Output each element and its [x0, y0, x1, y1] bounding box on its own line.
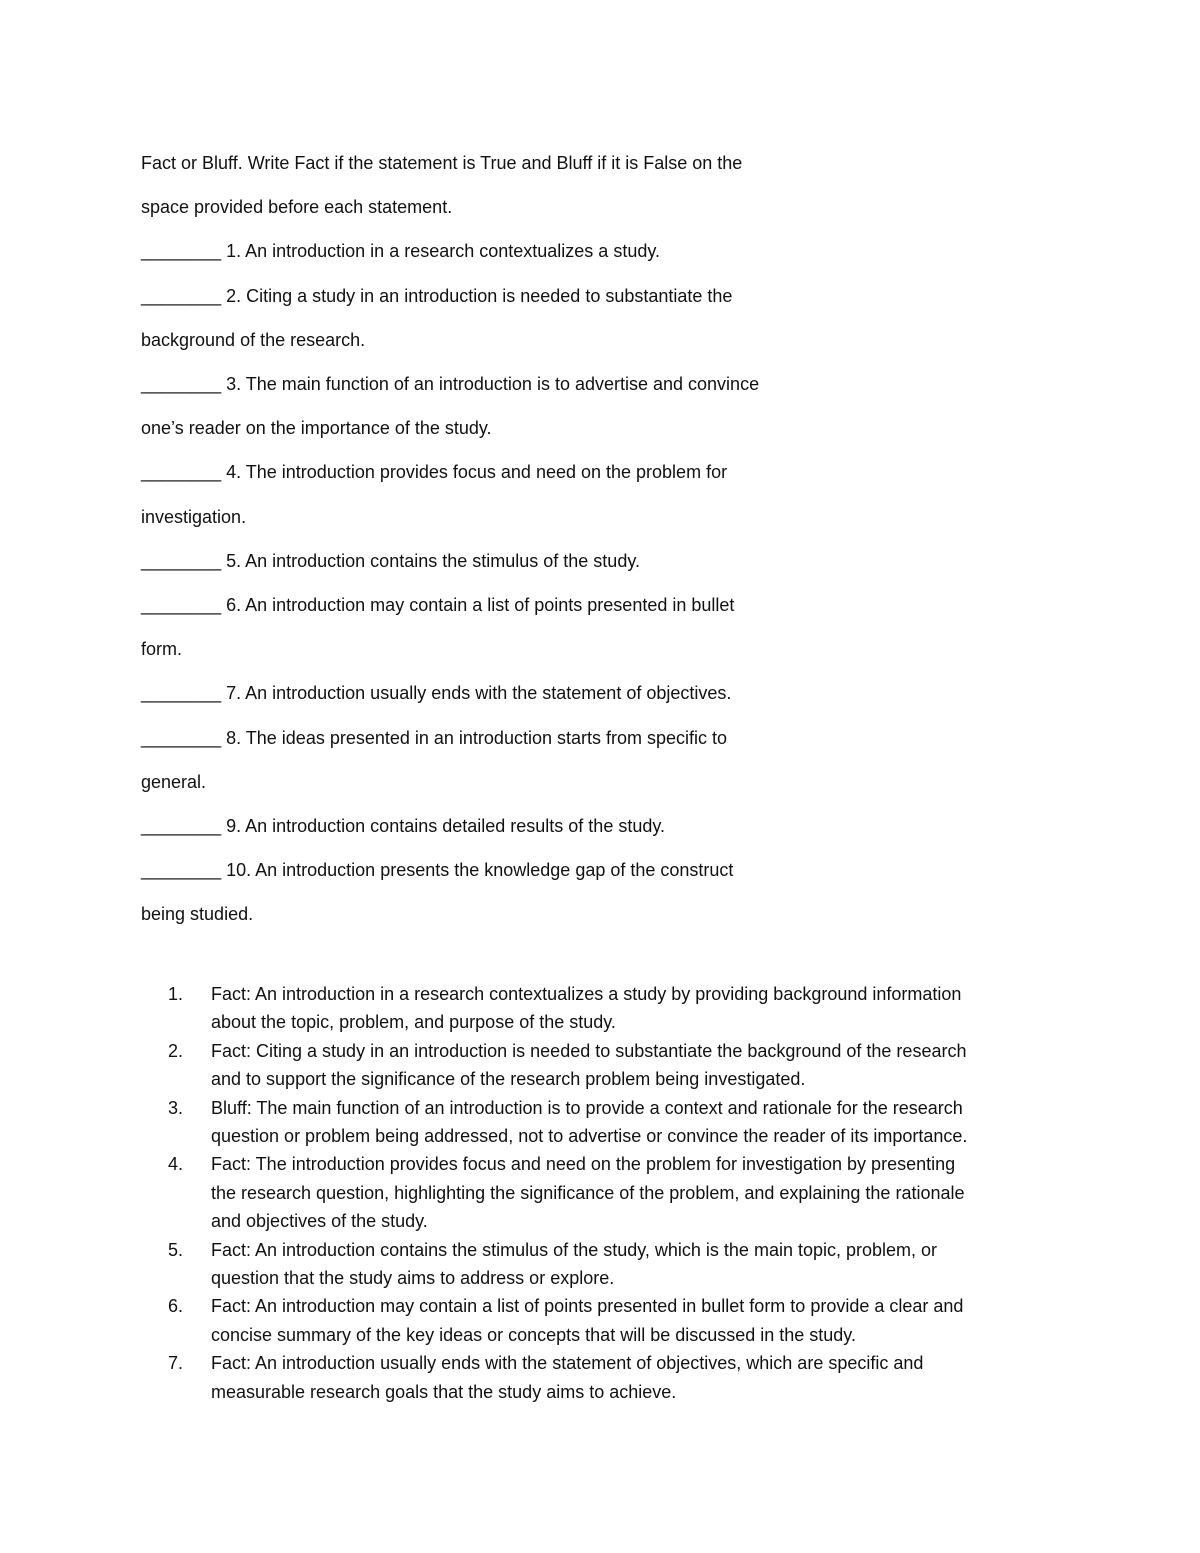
question-9: ________ 9. An introduction contains detailed results of the study.: [141, 816, 666, 837]
answer-item: [168, 1349, 1058, 1406]
question-8-continued: general.: [141, 771, 207, 792]
answer-line: Fact: An introduction usually ends with the statement of objectives, which are specific and: [211, 1353, 924, 1374]
question-8: ________ 8. The ideas presented in an introduction starts from specific to: [141, 727, 728, 748]
question-3: ________ 3. The main function of an introduction is to advertise and convince: [141, 374, 760, 395]
answer-number: 1.: [168, 984, 184, 1004]
answer-item: [168, 1094, 1058, 1151]
question-2: ________ 2. Citing a study in an introduction is needed to substantiate the: [141, 285, 733, 306]
answer-line: Fact: Citing a study in an introduction is needed to substantiate the background of the research: [211, 1040, 967, 1061]
answer-line: question that the study aims to address or explore.: [211, 1268, 615, 1289]
answer-line: and objectives of the study.: [211, 1211, 428, 1232]
question-4-continued: investigation.: [141, 506, 247, 527]
answer-number: 6.: [168, 1296, 184, 1317]
question-10: ________ 10. An introduction presents the knowledge gap of the construct: [141, 860, 734, 881]
quiz-section: [141, 141, 841, 937]
instructions-line: space provided before each statement.: [141, 197, 453, 218]
answer-item: [168, 980, 1058, 1037]
answer-line: Fact: An introduction in a research contextualizes a study by providing background information: [211, 984, 962, 1004]
answer-item: [168, 1150, 1058, 1235]
question-5: ________ 5. An introduction contains the stimulus of the study.: [141, 550, 640, 571]
question-6: ________ 6. An introduction may contain a list of points presented in bullet: [141, 595, 735, 616]
answer-line: and to support the significance of the research problem being investigated.: [211, 1069, 806, 1090]
answer-line: Fact: The introduction provides focus and need on the problem for investigation by presenting: [211, 1154, 956, 1175]
answer-line: Bluff: The main function of an introduction is to provide a context and rationale for the research: [211, 1097, 963, 1118]
answer-number: 2.: [168, 1040, 184, 1061]
answer-item: [168, 1292, 1058, 1349]
answer-line: Fact: An introduction contains the stimulus of the study, which is the main topic, problem, or: [211, 1239, 938, 1260]
answer-number: 7.: [168, 1353, 184, 1374]
answer-line: concise summary of the key ideas or concepts that will be discussed in the study.: [211, 1324, 856, 1345]
answer-line: question or problem being addressed, not to advertise or convince the reader of its importance.: [211, 1126, 968, 1147]
answer-list: [168, 980, 1058, 1406]
answer-line: about the topic, problem, and purpose of the study.: [211, 1012, 616, 1033]
answer-item: [168, 1037, 1058, 1094]
answer-line: measurable research goals that the study aims to achieve.: [211, 1381, 677, 1402]
question-7: ________ 7. An introduction usually ends with the statement of objectives.: [141, 683, 732, 704]
instructions-line: Fact or Bluff. Write Fact if the statement is True and Bluff if it is False on the: [141, 153, 743, 173]
answer-number: 4.: [168, 1154, 184, 1175]
answer-item: [168, 1236, 1058, 1293]
question-6-continued: form.: [141, 639, 183, 660]
question-10-continued: being studied.: [141, 904, 254, 925]
question-4: ________ 4. The introduction provides focus and need on the problem for: [141, 462, 728, 483]
answer-line: Fact: An introduction may contain a list of points presented in bullet form to provide a clear and: [211, 1296, 964, 1317]
answer-number: 5.: [168, 1239, 184, 1260]
answer-number: 3.: [168, 1097, 184, 1118]
question-3-continued: one’s reader on the importance of the study.: [141, 418, 492, 439]
question-1: ________ 1. An introduction in a research contextualizes a study.: [141, 241, 661, 262]
question-2-continued: background of the research.: [141, 329, 366, 350]
answer-line: the research question, highlighting the significance of the problem, and explaining the rationale: [211, 1182, 965, 1203]
